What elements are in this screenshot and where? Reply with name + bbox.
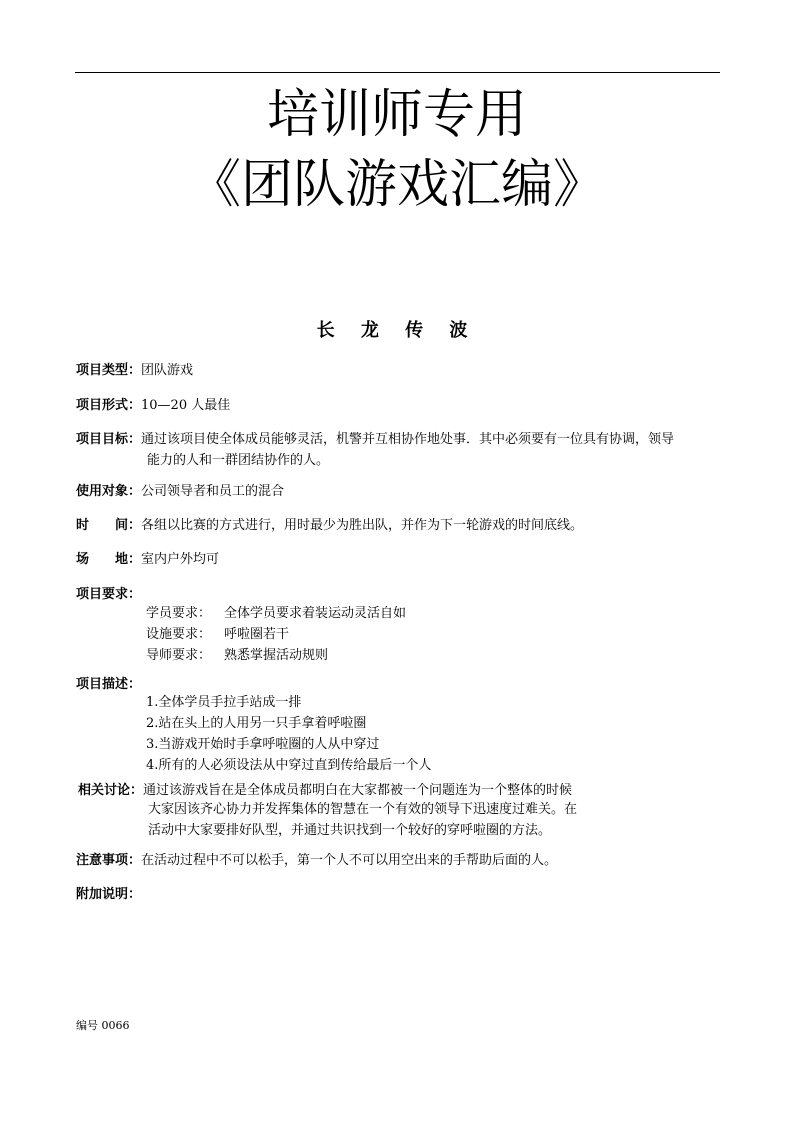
step-item: 2.站在头上的人用另一只手拿着呼啦圈 [146, 716, 367, 731]
discussion-row [78, 780, 726, 801]
project-form-row [76, 395, 724, 416]
target-label: 使用对象： [76, 484, 142, 499]
description-steps [146, 692, 431, 776]
project-goal-line2: 能力的人和一群团结协作的人。 [147, 453, 330, 468]
discussion-line3: 活动中大家要排好队型，并通过共识找到一个较好的穿呼啦圈的方法。 [148, 823, 552, 838]
page-title-line2: 《团队游戏汇编》 [188, 155, 605, 215]
time-label: 时 间： [76, 518, 142, 533]
requirement-item [146, 603, 406, 624]
project-goal-line1: 通过该项目使全体成员能够灵活，机警并互相协作地处事．其中必须要有一位具有协调，领导 [141, 432, 675, 447]
requirement-name: 导师要求： [146, 648, 212, 663]
step-item: 4.所有的人必须设法从中穿过直到传给最后一个人 [146, 758, 432, 773]
project-form-value: 10—20 人最佳 [141, 398, 231, 413]
notes-value: 在活动过程中不可以松手，第一个人不可以用空出来的手帮助后面的人。 [141, 853, 558, 868]
project-form-label: 项目形式： [76, 398, 142, 413]
target-value: 公司领导者和员工的混合 [141, 484, 285, 499]
discussion-line2: 大家因该齐心协力并发挥集体的智慧在一个有效的领导下迅速度过难关。在 [148, 802, 578, 817]
project-type-value: 团队游戏 [141, 363, 194, 378]
requirement-value: 全体学员要求着装运动灵活自如 [224, 606, 407, 621]
discussion-label: 相关讨论： [78, 783, 144, 798]
time-value: 各组以比赛的方式进行，用时最少为胜出队，并作为下一轮游戏的时间底线。 [141, 518, 584, 533]
target-row [76, 481, 724, 502]
header-rule [75, 72, 720, 73]
discussion-continued [148, 799, 577, 841]
requirement-name: 设施要求： [146, 627, 212, 642]
place-label: 场 地： [76, 552, 142, 567]
requirement-name: 学员要求： [146, 606, 212, 621]
extra-label: 附加说明： [76, 887, 142, 902]
game-title: 长 龙 传 波 [316, 320, 478, 341]
page-title-line1: 培训师专用 [266, 85, 527, 145]
step-item: 3.当游戏开始时手拿呼啦圈的人从中穿过 [146, 737, 380, 752]
project-goal-label: 项目目标： [76, 432, 142, 447]
requirement-item [146, 624, 406, 645]
requirement-value: 呼啦圈若干 [224, 627, 290, 642]
project-type-label: 项目类型： [76, 363, 142, 378]
project-goal-row [76, 429, 724, 450]
requirements-row [76, 584, 724, 605]
step-item: 1.全体学员手拉手站成一排 [146, 695, 302, 710]
place-value: 室内户外均可 [141, 552, 220, 567]
description-label: 项目描述： [76, 677, 142, 692]
place-row [76, 549, 724, 570]
discussion-line1: 通过该游戏旨在是全体成员都明白在大家都被一个问题连为一个整体的时候 [143, 783, 573, 798]
document-number: 编号 0066 [76, 1019, 130, 1032]
notes-row [76, 850, 724, 871]
notes-label: 注意事项： [76, 853, 142, 868]
requirement-item [146, 645, 406, 666]
extra-row [76, 884, 724, 905]
project-type-row [76, 360, 724, 381]
requirement-value: 熟悉掌握活动规则 [224, 648, 329, 663]
requirements-label: 项目要求： [76, 587, 142, 602]
requirements-list [146, 603, 406, 666]
time-row [76, 515, 724, 536]
